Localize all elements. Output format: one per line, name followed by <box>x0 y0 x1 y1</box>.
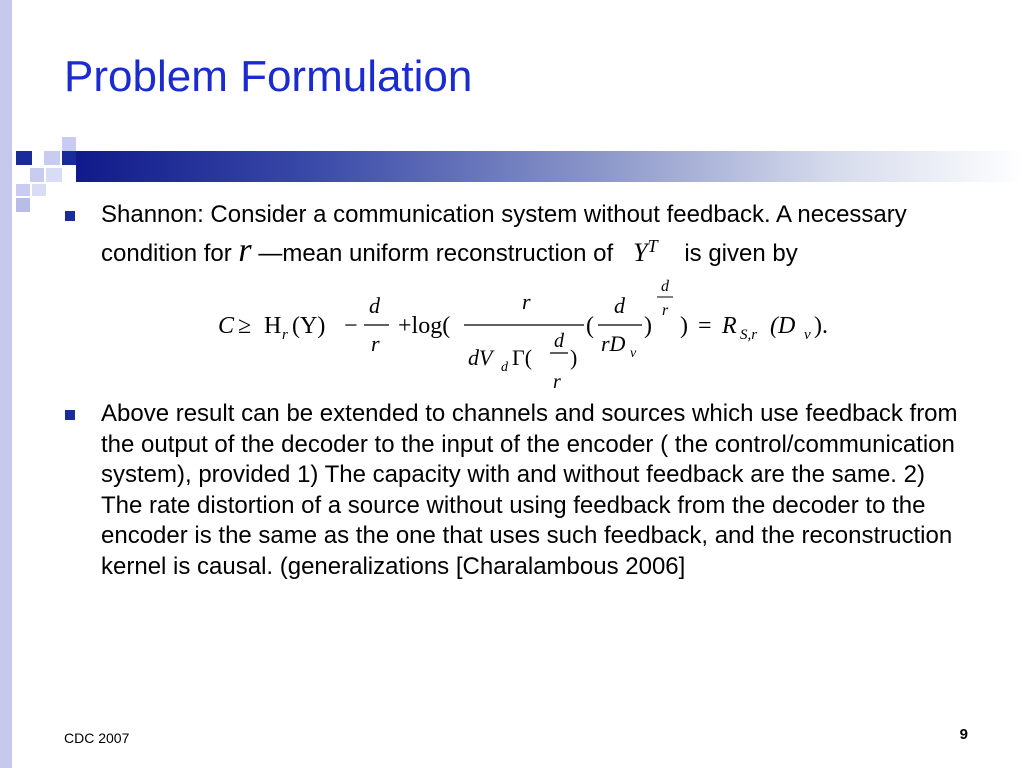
deco-square <box>16 184 30 196</box>
frac3-close-paren: ) <box>570 345 578 370</box>
bullet-text-part: mean uniform reconstruction of <box>282 239 614 267</box>
formula-sub-v: v <box>630 346 637 361</box>
bullet-text: Above result can be extended to channels and sources which use feedback from the output of the decoder to the input of the encoder ( the control/communication system), provided 1) The capacity with and without feedback are the same. 2) The rate distortion of a source without using feedback from the decoder to the encoder is the same as the one that uses such feedback, and the reconstruction kernel is causal. (generalizations [Charalambous 2006] <box>101 400 958 580</box>
header-gradient-bar <box>76 151 1024 182</box>
formula-geq: ≥ <box>238 313 252 339</box>
dash-symbol: — <box>258 239 283 267</box>
formula-sub-d: d <box>501 360 508 375</box>
formula-H: H <box>264 313 282 339</box>
formula-sub-r: r <box>282 327 288 343</box>
header-decoration <box>0 0 1024 215</box>
deco-square <box>44 151 60 165</box>
frac1-numerator: d <box>369 293 380 318</box>
deco-square <box>16 198 30 212</box>
formula-rD: rD <box>601 331 626 356</box>
bullet-square-icon <box>65 211 75 221</box>
frac3-numerator: d <box>554 330 564 352</box>
frac1-denominator: r <box>371 331 380 356</box>
page-number: 9 <box>959 726 968 743</box>
deco-square <box>46 168 62 182</box>
math-variable-r: r <box>238 231 252 269</box>
deco-square <box>62 137 76 151</box>
bullet-item <box>64 200 964 269</box>
slide-content <box>64 200 964 582</box>
formula-R: R <box>722 313 737 339</box>
formula-Gamma: Γ( <box>512 345 533 370</box>
deco-square <box>32 184 46 196</box>
formula-dV: dV <box>468 345 493 370</box>
formula-Y-paren: (Y) <box>292 313 326 339</box>
deco-square <box>16 151 32 165</box>
deco-square <box>62 151 76 165</box>
left-decorative-stripe <box>0 0 12 768</box>
formula-plus-log: +log( <box>398 313 451 339</box>
formula-equals: = <box>698 313 712 339</box>
formula-close-paren: ) <box>644 313 652 339</box>
formula-D-open: (D <box>770 313 796 339</box>
formula-tail: ). <box>814 313 828 339</box>
bullet-square-icon <box>65 410 75 420</box>
formula-open-paren: ( <box>586 313 594 339</box>
slide-title: Problem Formulation <box>64 52 473 101</box>
frac4-numerator: d <box>614 293 625 318</box>
formula-close-paren-log: ) <box>680 313 688 339</box>
math-variable-Y: Y <box>633 237 648 267</box>
formula-C: C <box>218 313 235 339</box>
math-superscript-T: T <box>647 235 658 256</box>
exponent-denominator: r <box>662 302 669 319</box>
footer-label: CDC 2007 <box>64 730 130 746</box>
formula-svg <box>214 273 894 398</box>
formula-sub-Sr: S,r <box>740 327 758 343</box>
bullet-text-part: is given by <box>684 239 798 267</box>
formula-sub-v2: v <box>804 327 811 343</box>
bullet-item <box>64 399 964 582</box>
exponent-numerator: d <box>661 278 669 295</box>
frac2-numerator: r <box>522 289 531 314</box>
deco-square <box>30 168 44 182</box>
formula-minus: − <box>344 313 358 339</box>
rate-distortion-formula <box>64 273 964 395</box>
bullet-text-part: Shannon: Consider a communication system without feedback. A necessary condition for <box>101 201 907 267</box>
frac3-denominator: r <box>553 371 561 393</box>
